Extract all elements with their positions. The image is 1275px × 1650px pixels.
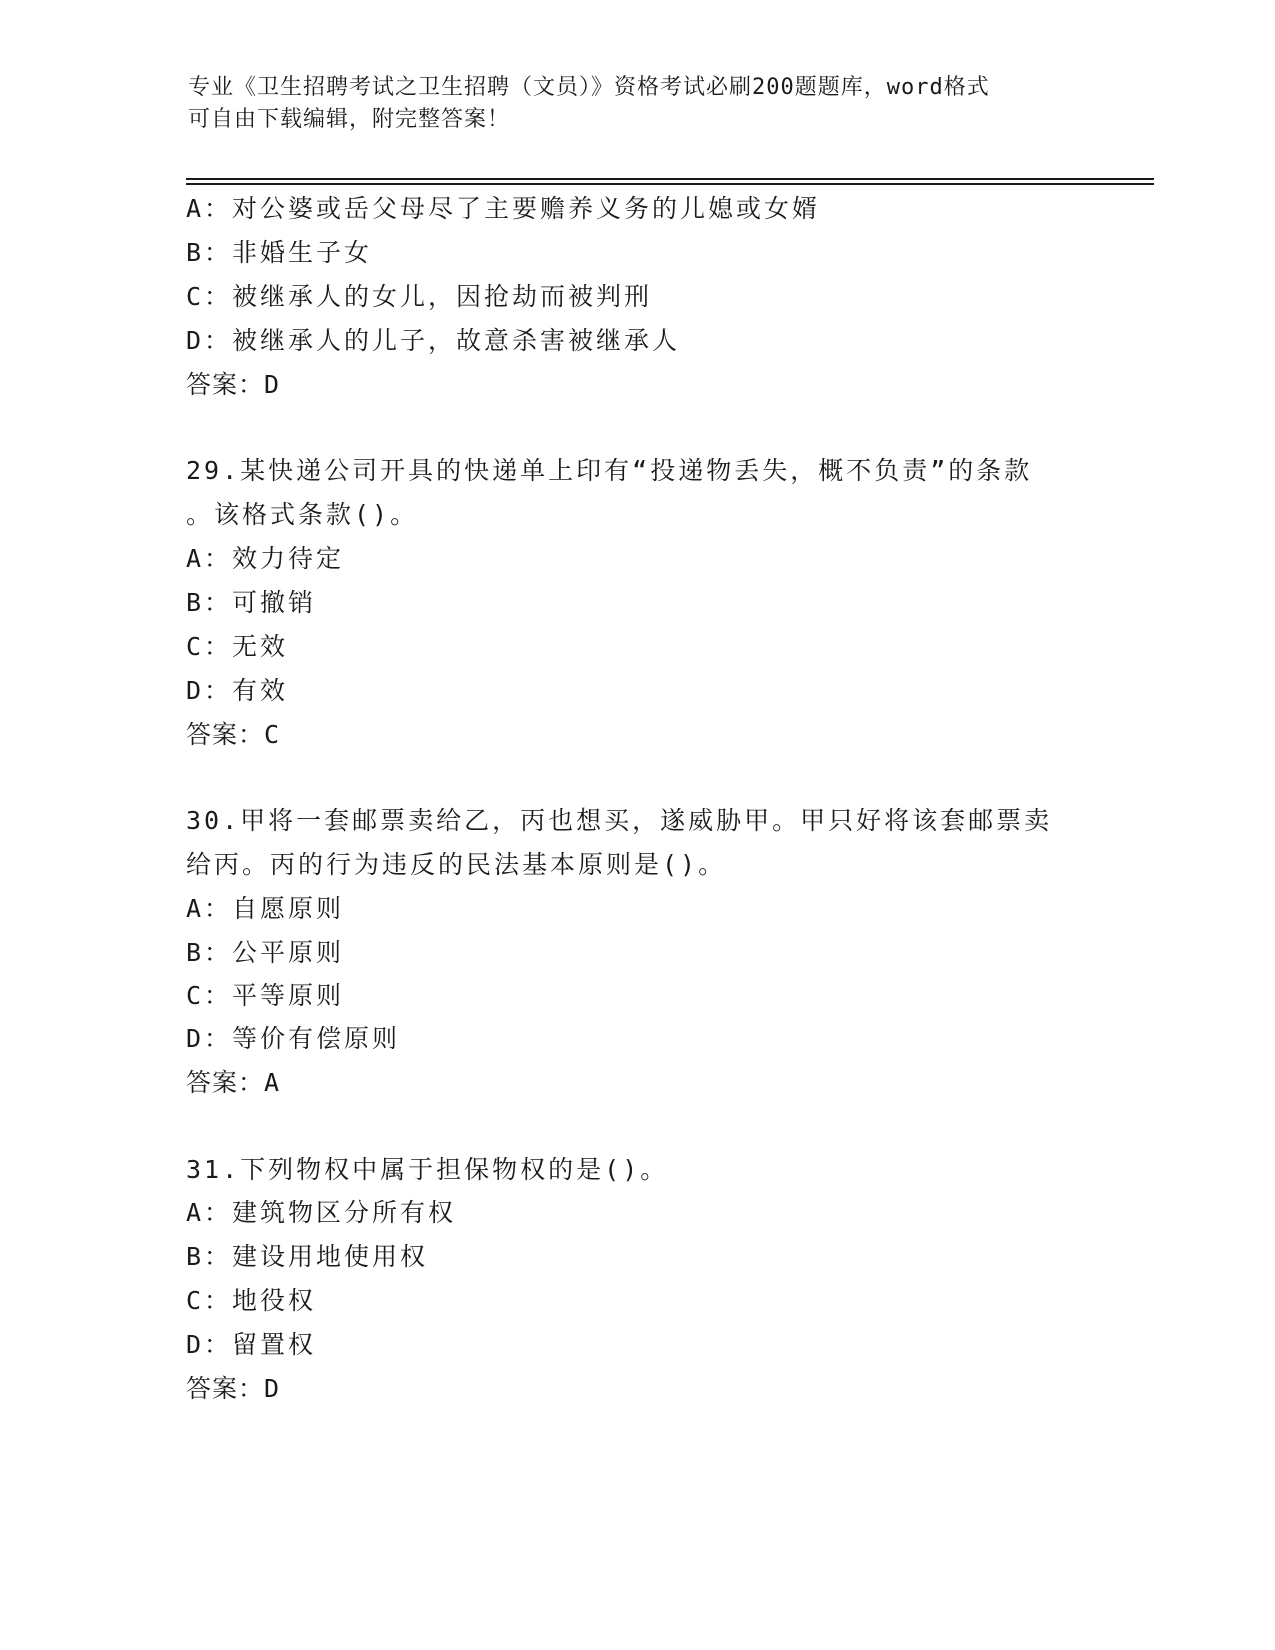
q31-option-c: C：地役权 (186, 1286, 317, 1315)
q29-option-a: A：效力待定 (186, 544, 345, 573)
q29-answer: 答案：C (186, 720, 281, 749)
q29-option-c: C：无效 (186, 632, 289, 661)
header-line-1: 专业《卫生招聘考试之卫生招聘（文员）》资格考试必刷200题题库，word格式 (188, 75, 990, 100)
q29-option-b: B：可撤销 (186, 588, 317, 617)
header-line-2: 可自由下载编辑，附完整答案！ (188, 107, 511, 132)
q30-stem-line-1: 30.甲将一套邮票卖给乙，丙也想买，遂威胁甲。甲只好将该套邮票卖 (186, 806, 1053, 835)
q30-option-c: C：平等原则 (186, 981, 345, 1010)
q31-option-b: B：建设用地使用权 (186, 1242, 429, 1271)
page-header (188, 72, 1088, 136)
q28-option-a: A：对公婆或岳父母尽了主要赡养义务的儿媳或女婿 (186, 194, 821, 223)
q28-answer: 答案：D (186, 370, 281, 399)
q30-stem-line-2: 给丙。丙的行为违反的民法基本原则是()。 (186, 850, 727, 879)
q31-stem-line-1: 31.下列物权中属于担保物权的是()。 (186, 1155, 669, 1184)
q29-stem-line-1: 29.某快递公司开具的快递单上印有“投递物丢失，概不负责”的条款 (186, 456, 1033, 485)
q28-option-b: B：非婚生子女 (186, 238, 373, 267)
header-divider-bottom (186, 183, 1154, 185)
q31-answer: 答案：D (186, 1374, 281, 1403)
q31-option-d: D：留置权 (186, 1330, 317, 1359)
q30-option-a: A：自愿原则 (186, 894, 345, 923)
q28-option-d: D：被继承人的儿子，故意杀害被继承人 (186, 326, 681, 355)
q30-option-b: B：公平原则 (186, 938, 345, 967)
q31-option-a: A：建筑物区分所有权 (186, 1198, 457, 1227)
q28-option-c: C：被继承人的女儿，因抢劫而被判刑 (186, 282, 653, 311)
q29-stem-line-2: 。该格式条款()。 (186, 500, 419, 529)
q29-option-d: D：有效 (186, 676, 289, 705)
q30-answer: 答案：A (186, 1068, 281, 1097)
q30-option-d: D：等价有偿原则 (186, 1024, 401, 1053)
header-divider-top (186, 178, 1154, 180)
